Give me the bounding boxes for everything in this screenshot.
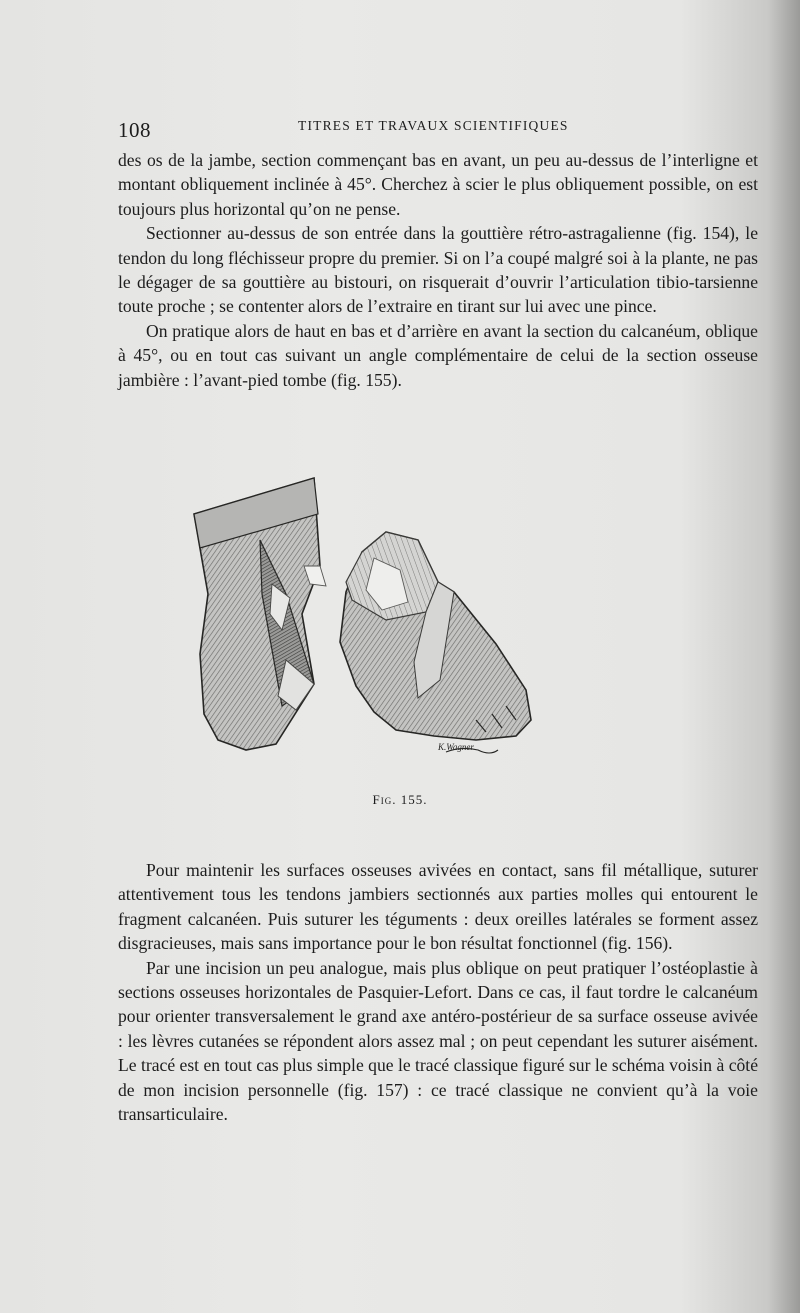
running-title: TITRES ET TRAVAUX SCIENTIFIQUES <box>298 118 569 133</box>
paragraph: des os de la jambe, section commençant bas en avant, un peu au-dessus de l’interligne et montant obliquement inclinée à 45°. Cherchez à scier le plus obliquement possible, on est toujours plus horizontal qu’on ne pense. <box>118 150 758 219</box>
page-header <box>118 112 758 140</box>
paragraph: Par une incision un peu analogue, mais plus oblique on peut pratiquer l’ostéoplastie à sections osseuses horizontales de Pasquier-Lefort. Dans ce cas, il faut tordre le calcanéum pour orienter transversalement le grand axe antéro-postérieur de sa surface osseuse avivée : les lèvres cutanées se répondent alors assez mal ; on peut cependant les suturer aisément. Le tracé est en tout cas plus simple que le tracé classique figuré sur le schéma voisin à côté de mon incision personnelle (fig. 157) : ce tracé classique ne convient qu’à la voie transarticulaire. <box>118 957 758 1125</box>
leg-stump-drawing <box>194 478 326 750</box>
paragraph: Pour maintenir les surfaces osseuses avivées en contact, sans fil métallique, suturer attentivement tous les tendons jambiers sectionnés aux parties molles qui entourent le fragment calcanéen. Puis suturer les téguments : deux oreilles latérales se forment assez disgracieuses, mais sans importance pour le bon résultat fonctionnel (fig. 156). <box>118 860 758 954</box>
amputation-illustration <box>186 474 536 784</box>
body-text-bottom <box>118 858 758 1126</box>
paragraph: Sectionner au-dessus de son entrée dans la gouttière rétro-astragalienne (fig. 154), le tendon du long fléchisseur propre du premier. Si on l’a coupé malgré soi à la plante, ne pas le dégager de sa gouttière au bistouri, on risquerait d’ouvrir l’articulation tibio-tarsienne toute proche ; se contenter alors de l’extraire en tirant sur lui avec une pince. <box>118 223 758 317</box>
body-text-top <box>118 148 758 392</box>
page-number: 108 <box>118 118 151 142</box>
figure-caption: Fig. 155. <box>372 792 428 807</box>
figure-illustration <box>186 474 536 784</box>
illustrator-signature: K.Wagner <box>438 742 474 752</box>
forefoot-drawing <box>340 532 531 753</box>
paragraph: On pratique alors de haut en bas et d’arrière en avant la section du calcanéum, oblique à 45°, ou en tout cas suivant un angle complémentaire de celui de la section osseuse jambière : l’avant-pied tombe (fig. 155). <box>118 320 758 390</box>
